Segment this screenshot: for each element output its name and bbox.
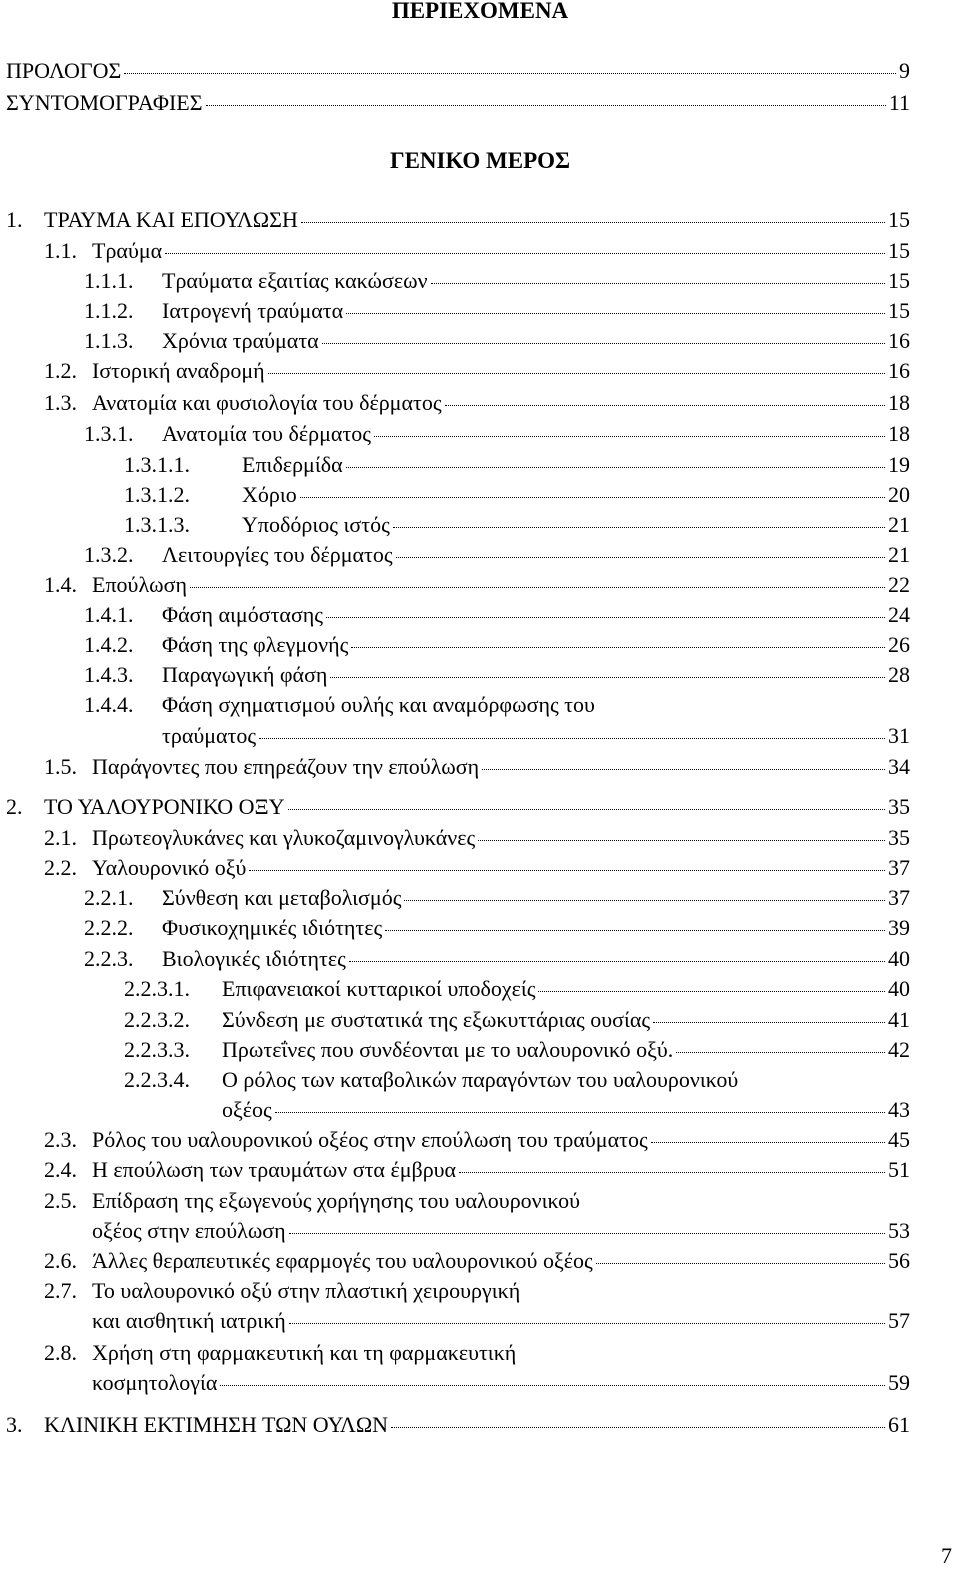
toc-entry-title: Φυσικοχημικές ιδιότητες bbox=[162, 915, 383, 940]
section-title: ΓΕΝΙΚΟ ΜΕΡΟΣ bbox=[389, 148, 571, 173]
toc-entry bbox=[92, 1306, 910, 1336]
toc-entry-page: 21 bbox=[888, 512, 910, 537]
toc-dot-leader bbox=[322, 343, 885, 344]
toc-entry-page: 21 bbox=[888, 542, 910, 567]
toc-entry-number: 2.2.1. bbox=[84, 885, 134, 910]
toc-entry-title: Σύνδεση με συστατικά της εξωκυττάριας ουσίας bbox=[222, 1007, 651, 1032]
toc-entry-page: 26 bbox=[888, 632, 910, 657]
toc-dot-leader bbox=[289, 1323, 885, 1324]
toc-dot-leader bbox=[249, 870, 885, 871]
toc-entry-page: 51 bbox=[888, 1157, 910, 1182]
toc-entry-page: 31 bbox=[888, 723, 910, 748]
toc-entry-title: Χρήση στη φαρμακευτική και τη φαρμακευτική bbox=[92, 1340, 517, 1365]
toc-dot-leader bbox=[330, 677, 885, 678]
toc-entry-number: 2.5. bbox=[44, 1188, 77, 1213]
toc-entry bbox=[124, 510, 910, 540]
toc-entry-page: 41 bbox=[888, 1007, 910, 1032]
toc-entry-title: Υαλουρονικό οξύ bbox=[92, 855, 247, 880]
toc-dot-leader bbox=[445, 405, 885, 406]
toc-entry-page: 61 bbox=[888, 1412, 910, 1437]
toc-entry-number: 1.2. bbox=[44, 358, 77, 383]
toc-entry bbox=[44, 356, 910, 386]
toc-entry-number: 1.4. bbox=[44, 572, 77, 597]
toc-entry-page: 43 bbox=[888, 1097, 910, 1122]
toc-entry bbox=[92, 1368, 910, 1398]
toc-entry-page: 16 bbox=[888, 358, 910, 383]
toc-entry-number: 1. bbox=[6, 207, 23, 232]
toc-dot-leader bbox=[300, 497, 885, 498]
toc-entry-page: 42 bbox=[888, 1037, 910, 1062]
toc-entry-title: ΤΡΑΥΜΑ ΚΑΙ ΕΠΟΥΛΩΣΗ bbox=[44, 207, 298, 232]
toc-entry-title: Πρωτεΐνες που συνδέονται με το υαλουρονικό οξύ. bbox=[222, 1037, 674, 1062]
toc-entry-title: Χόριο bbox=[242, 482, 297, 507]
toc-entry-number: 2.2.3. bbox=[84, 946, 134, 971]
toc-entry-number: 1.3.2. bbox=[84, 542, 134, 567]
toc-entry bbox=[6, 56, 910, 86]
toc-entry-title: Επίδραση της εξωγενούς χορήγησης του υαλουρονικού bbox=[92, 1188, 581, 1213]
toc-entry-title: Ανατομία του δέρματος bbox=[162, 421, 371, 446]
toc-dot-leader bbox=[346, 467, 885, 468]
toc-entry bbox=[44, 388, 910, 418]
toc-entry-page: 35 bbox=[888, 825, 910, 850]
toc-entry bbox=[6, 88, 910, 118]
toc-entry-page: 34 bbox=[888, 754, 910, 779]
toc-entry-page: 24 bbox=[888, 602, 910, 627]
toc-entry-title: Άλλες θεραπευτικές εφαρμογές του υαλουρονικού οξέος bbox=[92, 1248, 593, 1273]
toc-entry-number: 2.2.3.2. bbox=[124, 1007, 190, 1032]
toc-entry-number: 2.6. bbox=[44, 1248, 77, 1273]
toc-entry-number: 1.3.1. bbox=[84, 421, 134, 446]
toc-entry bbox=[44, 1246, 910, 1276]
toc-entry-page: 19 bbox=[888, 452, 910, 477]
toc-entry-page: 59 bbox=[888, 1370, 910, 1395]
toc-entry-title: Ρόλος του υαλουρονικού οξέος στην επούλωση του τραύματος bbox=[92, 1127, 648, 1152]
toc-entry-page: 53 bbox=[888, 1218, 910, 1243]
toc-entry-title: Φάση αιμόστασης bbox=[162, 602, 324, 627]
toc-entry bbox=[6, 792, 910, 822]
toc-entry-title: Η επούλωση των τραυμάτων στα έμβρυα bbox=[92, 1157, 457, 1182]
toc-entry-title: ΚΛΙΝΙΚΗ ΕΚΤΙΜΗΣΗ ΤΩΝ ΟΥΛΩΝ bbox=[44, 1412, 389, 1437]
toc-entry-number: 1.1.3. bbox=[84, 328, 134, 353]
toc-entry-number: 2.8. bbox=[44, 1340, 77, 1365]
toc-entry-number: 1.4.3. bbox=[84, 662, 134, 687]
toc-entry bbox=[124, 450, 910, 480]
toc-dot-leader bbox=[459, 1172, 885, 1173]
toc-entry-number: 1.4.2. bbox=[84, 632, 134, 657]
toc-entry-number: 1.3.1.1. bbox=[124, 452, 190, 477]
toc-entry-number: 1.3. bbox=[44, 390, 77, 415]
toc-entry-number: 2.2.3.4. bbox=[124, 1067, 190, 1092]
toc-entry-title: Σύνθεση και μεταβολισμός bbox=[162, 885, 402, 910]
toc-entry-title: οξέος bbox=[222, 1097, 272, 1122]
toc-entry bbox=[84, 883, 910, 913]
toc-dot-leader bbox=[351, 647, 885, 648]
toc-dot-leader bbox=[268, 373, 885, 374]
toc-entry-number: 1.1.2. bbox=[84, 298, 134, 323]
toc-entry-number: 2.3. bbox=[44, 1127, 77, 1152]
page-title: ΠΕΡΙΕΧΟΜΕΝΑ bbox=[391, 0, 569, 23]
toc-entry-number: 1.1.1. bbox=[84, 268, 134, 293]
toc-entry-number: 2. bbox=[6, 794, 23, 819]
toc-entry-page: 28 bbox=[888, 662, 910, 687]
toc-entry-title: Επούλωση bbox=[92, 572, 187, 597]
toc-entry-page: 22 bbox=[888, 572, 910, 597]
toc-entry-page: 40 bbox=[888, 976, 910, 1001]
toc-entry-page: 20 bbox=[888, 482, 910, 507]
toc-entry-title: Ιστορική αναδρομή bbox=[92, 358, 265, 383]
toc-dot-leader bbox=[190, 587, 885, 588]
toc-entry-title: Πρωτεογλυκάνες και γλυκοζαμινογλυκάνες bbox=[92, 825, 476, 850]
toc-entry-title: οξέος στην επούλωση bbox=[92, 1218, 286, 1243]
toc-entry-page: 15 bbox=[888, 298, 910, 323]
toc-dot-leader bbox=[220, 1385, 885, 1386]
toc-entry bbox=[44, 1125, 910, 1155]
toc-entry-title: Λειτουργίες του δέρματος bbox=[162, 542, 393, 567]
toc-entry bbox=[44, 1186, 910, 1216]
toc-entry-title: Χρόνια τραύματα bbox=[162, 328, 319, 353]
toc-dot-leader bbox=[124, 73, 896, 74]
toc-entry-page: 16 bbox=[888, 328, 910, 353]
toc-entry-title: Τραύματα εξαιτίας κακώσεων bbox=[162, 268, 428, 293]
toc-entry-number: 2.1. bbox=[44, 825, 77, 850]
toc-entry-page: 9 bbox=[899, 58, 910, 83]
toc-entry bbox=[84, 660, 910, 690]
toc-entry-page: 11 bbox=[888, 90, 910, 115]
toc-entry bbox=[84, 540, 910, 570]
toc-entry-title: Το υαλουρονικό οξύ στην πλαστική χειρουργική bbox=[92, 1278, 521, 1303]
page-number: 7 bbox=[941, 1543, 952, 1568]
toc-entry-number: 2.4. bbox=[44, 1157, 77, 1182]
toc-dot-leader bbox=[653, 1022, 885, 1023]
toc-entry bbox=[124, 480, 910, 510]
toc-dot-leader bbox=[538, 991, 885, 992]
toc-dot-leader bbox=[482, 769, 885, 770]
toc-entry-title: Φάση της φλεγμονής bbox=[162, 632, 349, 657]
toc-dot-leader bbox=[676, 1052, 885, 1053]
toc-entry bbox=[44, 1155, 910, 1185]
toc-entry-page: 35 bbox=[888, 794, 910, 819]
toc-entry-title: Επιδερμίδα bbox=[242, 452, 343, 477]
toc-entry-title: τραύματος bbox=[162, 723, 257, 748]
toc-entry bbox=[84, 630, 910, 660]
toc-entry bbox=[124, 1065, 910, 1095]
toc-entry-page: 15 bbox=[888, 207, 910, 232]
toc-dot-leader bbox=[396, 557, 885, 558]
toc-entry bbox=[44, 570, 910, 600]
toc-entry-title: Υποδόριος ιστός bbox=[242, 512, 390, 537]
toc-entry-page: 15 bbox=[888, 268, 910, 293]
toc-dot-leader bbox=[391, 1427, 885, 1428]
toc-entry bbox=[44, 236, 910, 266]
toc-entry-title: κοσμητολογία bbox=[92, 1370, 218, 1395]
toc-dot-leader bbox=[301, 222, 885, 223]
toc-entry-title: ΤΟ ΥΑΛΟΥΡΟΝΙΚΟ ΟΞΥ bbox=[44, 794, 285, 819]
toc-entry-page: 18 bbox=[888, 421, 910, 446]
toc-entry-page: 18 bbox=[888, 390, 910, 415]
toc-entry-title: και αισθητική ιατρική bbox=[92, 1308, 286, 1333]
toc-entry bbox=[44, 1338, 910, 1368]
toc-entry-title: Παραγωγική φάση bbox=[162, 662, 328, 687]
toc-dot-leader bbox=[404, 900, 885, 901]
toc-entry-number: 2.2.3.1. bbox=[124, 976, 190, 1001]
toc-dot-leader bbox=[206, 105, 886, 106]
toc-entry bbox=[6, 205, 910, 235]
toc-entry bbox=[44, 1276, 910, 1306]
toc-entry-number: 2.2.3.3. bbox=[124, 1037, 190, 1062]
toc-dot-leader bbox=[326, 617, 885, 618]
toc-entry-title: Παράγοντες που επηρεάζουν την επούλωση bbox=[92, 754, 480, 779]
toc-entry-number: 2.2.2. bbox=[84, 915, 134, 940]
toc-entry-number: 1.4.1. bbox=[84, 602, 134, 627]
toc-dot-leader bbox=[385, 930, 885, 931]
toc-entry bbox=[124, 1035, 910, 1065]
toc-entry-page: 57 bbox=[888, 1308, 910, 1333]
toc-dot-leader bbox=[275, 1112, 885, 1113]
toc-entry-title: Τραύμα bbox=[92, 238, 163, 263]
toc-dot-leader bbox=[165, 253, 885, 254]
toc-dot-leader bbox=[288, 809, 885, 810]
toc-entry-number: 1.1. bbox=[44, 238, 77, 263]
toc-entry bbox=[162, 721, 910, 751]
toc-entry bbox=[84, 326, 910, 356]
toc-entry-number: 1.3.1.3. bbox=[124, 512, 190, 537]
toc-dot-leader bbox=[651, 1142, 885, 1143]
toc-entry-number: 1.3.1.2. bbox=[124, 482, 190, 507]
toc-entry bbox=[84, 419, 910, 449]
toc-entry-page: 39 bbox=[888, 915, 910, 940]
toc-entry-number: 2.2. bbox=[44, 855, 77, 880]
toc-dot-leader bbox=[349, 961, 885, 962]
toc-entry-page: 15 bbox=[888, 238, 910, 263]
toc-entry bbox=[84, 266, 910, 296]
toc-entry-page: 56 bbox=[888, 1248, 910, 1273]
toc-entry-page: 37 bbox=[888, 885, 910, 910]
toc-entry-number: 1.4.4. bbox=[84, 692, 134, 717]
toc-dot-leader bbox=[393, 527, 885, 528]
toc-entry-title: ΠΡΟΛΟΓΟΣ bbox=[6, 58, 122, 83]
toc-entry-page: 45 bbox=[888, 1127, 910, 1152]
toc-entry-number: 1.5. bbox=[44, 754, 77, 779]
toc-dot-leader bbox=[374, 436, 885, 437]
toc-dot-leader bbox=[478, 840, 885, 841]
toc-dot-leader bbox=[431, 283, 885, 284]
toc-entry bbox=[84, 913, 910, 943]
toc-dot-leader bbox=[259, 738, 885, 739]
toc-entry bbox=[84, 296, 910, 326]
toc-entry bbox=[222, 1095, 910, 1125]
toc-entry-page: 40 bbox=[888, 946, 910, 971]
toc-entry-title: Επιφανειακοί κυτταρικοί υποδοχείς bbox=[222, 976, 536, 1001]
toc-entry bbox=[44, 752, 910, 782]
toc-entry-title: Ο ρόλος των καταβολικών παραγόντων του υαλουρονικού bbox=[222, 1067, 739, 1092]
toc-entry bbox=[44, 853, 910, 883]
toc-entry bbox=[124, 1005, 910, 1035]
toc-dot-leader bbox=[596, 1263, 885, 1264]
toc-entry-title: Ιατρογενή τραύματα bbox=[162, 298, 344, 323]
toc-entry bbox=[84, 944, 910, 974]
toc-entry-number: 2.7. bbox=[44, 1278, 77, 1303]
toc-dot-leader bbox=[289, 1233, 885, 1234]
toc-entry-title: Ανατομία και φυσιολογία του δέρματος bbox=[92, 390, 442, 415]
toc-entry bbox=[92, 1216, 910, 1246]
toc-entry-page: 37 bbox=[888, 855, 910, 880]
toc-entry bbox=[84, 600, 910, 630]
toc-entry-title: Βιολογικές ιδιότητες bbox=[162, 946, 346, 971]
toc-entry-number: 3. bbox=[6, 1412, 23, 1437]
toc-entry-title: ΣΥΝΤΟΜΟΓΡΑΦΙΕΣ bbox=[6, 90, 203, 115]
toc-entry bbox=[84, 690, 910, 720]
toc-entry bbox=[124, 974, 910, 1004]
toc-dot-leader bbox=[346, 313, 885, 314]
toc-entry-title: Φάση σχηματισμού ουλής και αναμόρφωσης του bbox=[162, 692, 595, 717]
toc-entry bbox=[6, 1410, 910, 1440]
toc-entry bbox=[44, 823, 910, 853]
